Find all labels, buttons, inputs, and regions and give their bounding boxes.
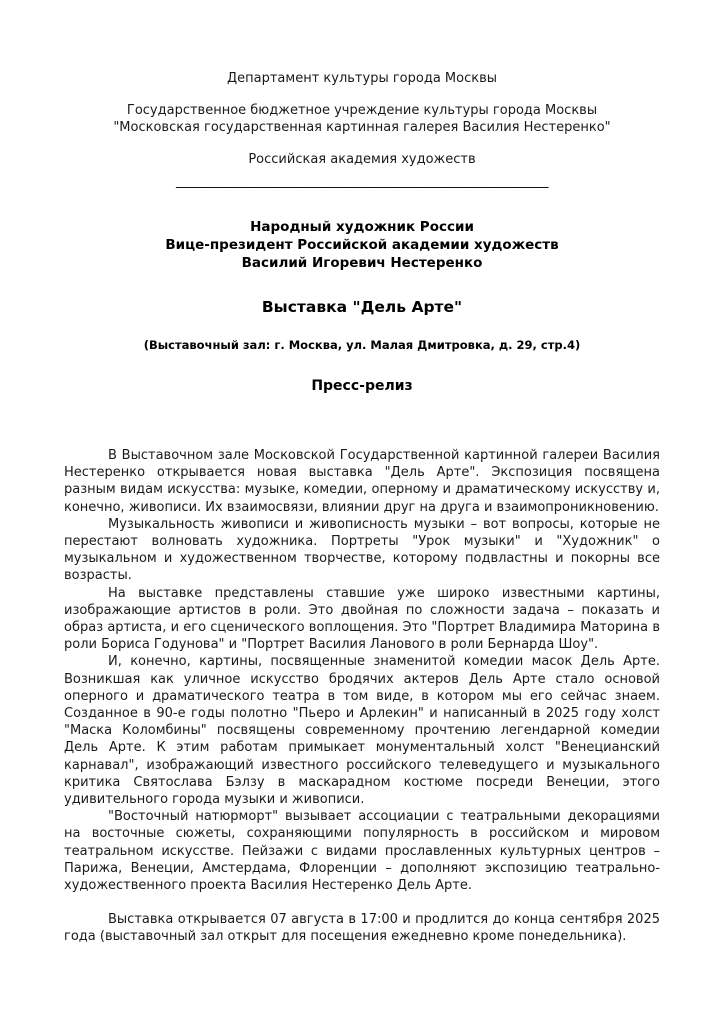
title-block (64, 218, 660, 272)
document-type-heading: Пресс-релиз (311, 378, 413, 394)
paragraph-closing: Выставка открывается 07 августа в 17:00 и продлится до конца сентября 2025 года (выставочный зал открыт для посещения ежедневно кроме понедельника). (64, 912, 660, 945)
paragraph: Музыкальность живописи и живописность музыки – вот вопросы, которые не перестают волновать художника. Портреты "Урок музыки" и "Художник" о музыкальном и художественном творчестве, которому подвластны и покорны все возрасты. (64, 516, 660, 584)
masthead (64, 70, 660, 168)
paragraph: На выставке представлены ставшие уже широко известными картины, изображающие артистов в роли. Это двойная по сложности задача – показать и образ артиста, и его сценического воплощения. Это "Портрет Владимира Маторина в роли Бориса Годунова" и "Портрет Василия Ланового в роли Бернарда Шоу". (64, 585, 660, 653)
horizontal-divider: ______________________________________________________________ (176, 177, 548, 189)
masthead-line-academy: Российская академия художеств (248, 152, 476, 167)
body-text (64, 447, 660, 946)
paragraph: "Восточный натюрморт" вызывает ассоциации с театральными декорациями на восточные сюжеты, сохраняющими популярность в российском и мировом театральном искусстве. Пейзажи с видами прославленных культурных центров – Парижа, Венеции, Амстердама, Флоренции – дополняют экспозицию театрально-художественного проекта Василия Нестеренко Дель Арте. (64, 809, 660, 894)
paragraph: И, конечно, картины, посвященные знаменитой комедии масок Дель Арте. Возникшая как уличное искусство бродячих актеров Дель Арте стало основой оперного и драматического театра в том виде, в котором мы его сейчас знаем. Созданное в 90-е годы полотно "Пьеро и Арлекин" и написанный в 2025 году холст "Маска Коломбины" посвящены современному прочтению легендарной комедии Дель Арте. К этим работам примыкает монументальный холст "Венецианский карнавал", изображающий известного российского телеведущего и музыкального критика Святослава Бэлзу в маскарадном костюме посреди Венеции, этого удивительного города музыки и живописи. (64, 654, 660, 808)
artist-position-line: Вице-президент Российской академии художеств (165, 237, 559, 253)
document-content-column (64, 0, 660, 946)
venue-address: (Выставочный зал: г. Москва, ул. Малая Дмитровка, д. 29, стр.4) (143, 338, 581, 352)
masthead-line-gallery-name: "Московская государственная картинная галерея Василия Нестеренко" (113, 120, 611, 135)
artist-name-line: Василий Игоревич Нестеренко (241, 255, 483, 271)
masthead-line-institution-type: Государственное бюджетное учреждение культуры города Москвы (126, 103, 598, 118)
artist-honor-line: Народный художник России (250, 219, 474, 235)
exhibition-title: Выставка "Дель Арте" (261, 298, 463, 316)
masthead-line-department: Департамент культуры города Москвы (226, 71, 498, 86)
paragraph: В Выставочном зале Московской Государственной картинной галереи Василия Нестеренко открывается новая выставка "Дель Арте". Экспозиция посвящена разным видам искусства: музыке, комедии, оперному и драматическому искусству и, конечно, живописи. Их взаимосвязи, влиянии друг на друга и взаимопроникновению. (64, 448, 660, 515)
